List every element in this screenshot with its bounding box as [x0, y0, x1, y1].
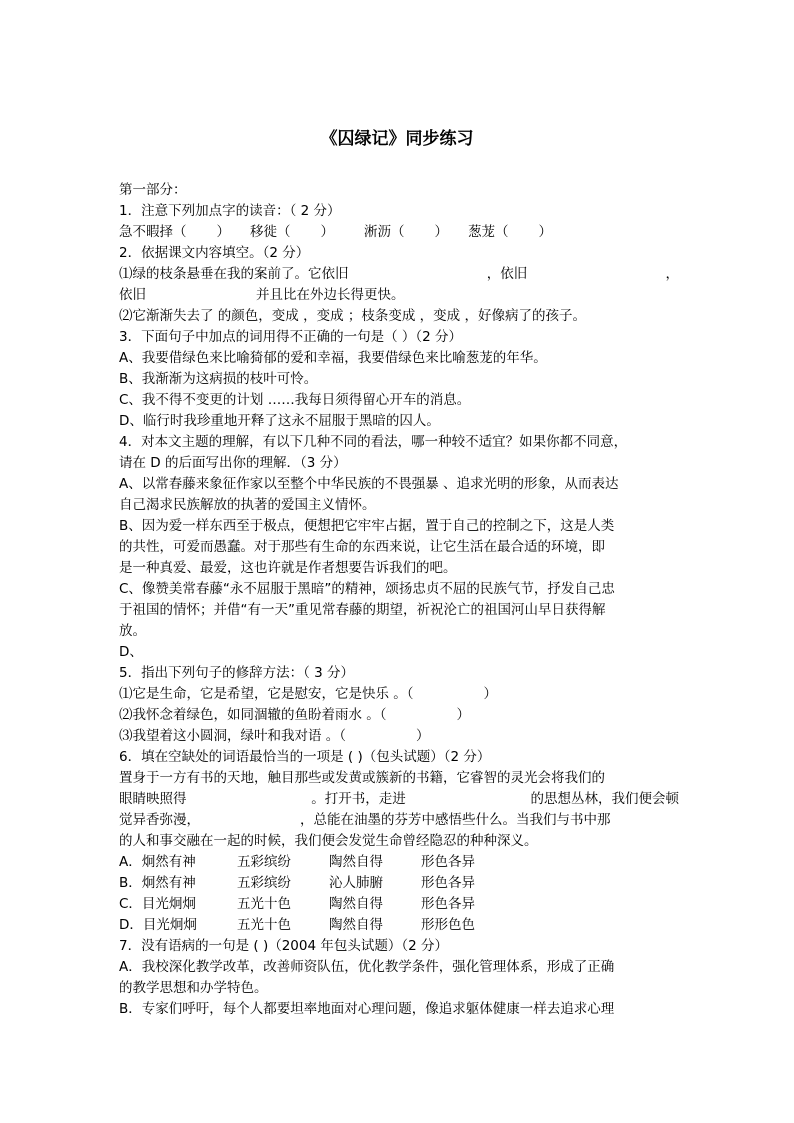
question-5-item-1: ⑴它是生命，它是希望，它是慰安，它是快乐 。（ ）	[119, 686, 498, 702]
question-2-blank-1: ⑴绿的枝条悬垂在我的案前了。它依旧 ，依旧 ，	[119, 266, 679, 282]
question-3: 3．下面句子中加点的词用得不正确的一句是（ ）（2 分）	[119, 329, 463, 345]
question-5-item-2: ⑵我怀念着绿色，如同涸辙的鱼盼着雨水 。（ ）	[119, 707, 471, 723]
question-4: 4．对本文主题的理解，有以下几种不同的看法，哪一种较不适宜？如果你都不同意，	[119, 434, 628, 450]
question-4-option-c: C、像赞美常春藤“永不屈服于黑暗”的精神，颂扬忠贞不屈的民族气节，抒发自己忠	[119, 581, 615, 597]
question-4-option-b-cont-2: 是一种真爱、最爱，这也许就是作者想要告诉我们的吧。	[119, 560, 457, 576]
question-6-option-b: B．炯然有神 五彩缤纷 沁人肺腑 形色各异	[119, 875, 475, 891]
question-4-cont: 请在 D 的后面写出你的理解．（3 分）	[119, 455, 347, 471]
question-3-option-d: D、临行时我珍重地开释了这永不屈服于黑暗的囚人。	[119, 413, 440, 429]
question-7: 7．没有语病的一句是 ( )（2004 年包头试题）（2 分）	[119, 938, 448, 954]
question-6-passage-2: 眼睛映照得 。打开书，走进 的思想丛林，我们便会顿	[119, 791, 679, 807]
question-7-option-a-cont: 的教学思想和办学特色。	[119, 980, 268, 996]
question-4-option-b: B、因为爱一样东西至于极点，便想把它牢牢占据，置于自己的控制之下，这是人类	[119, 518, 615, 534]
question-3-option-b: B、我渐渐为这病损的枝叶可怜。	[119, 371, 318, 387]
question-1-items: 急不暇择（ ） 移徙（ ） 淅沥（ ） 葱茏（ ）	[119, 224, 552, 240]
question-6-option-a: A．炯然有神 五彩缤纷 陶然自得 形色各异	[119, 854, 475, 870]
question-6-option-c: C．目光炯炯 五光十色 陶然自得 形色各异	[119, 896, 475, 912]
question-4-option-c-cont-2: 放。	[119, 623, 146, 639]
question-2: 2．依据课文内容填空。（2 分）	[119, 245, 310, 261]
document-title: 《囚绿记》同步练习	[320, 129, 474, 149]
section-heading: 第一部分：	[119, 182, 187, 198]
question-4-option-b-cont: 的共性，可爱而愚蠢。对于那些有生命的东西来说，让它生活在最合适的环境，即	[119, 539, 605, 555]
question-4-option-c-cont: 于祖国的情怀；并借“有一天”重见常春藤的期望，祈祝沦亡的祖国河山早日获得解	[119, 602, 606, 618]
question-6-passage-3: 觉异香弥漫， ，总能在油墨的芬芳中感悟些什么。当我们与书中那	[119, 812, 611, 828]
question-2-blank-1-cont: 依旧 并且比在外边长得更快。	[119, 287, 405, 303]
question-2-blank-2: ⑵它渐渐失去了 的颜色，变成 ，变成 ；枝条变成 ，变成 ，好像病了的孩子。	[119, 308, 586, 324]
question-5-item-3: ⑶我望着这小圆洞，绿叶和我对语 。（ ）	[119, 728, 430, 744]
question-4-option-a-cont: 自己渴求民族解放的执著的爱国主义情怀。	[119, 497, 376, 513]
question-3-option-a: A、我要借绿色来比喻猗郁的爱和幸福，我要借绿色来比喻葱茏的年华。	[119, 350, 547, 366]
exercise-content	[119, 180, 679, 1020]
question-6-passage-1: 置身于一方有书的天地，触目那些或发黄或簇新的书籍，它睿智的灵光会将我们的	[119, 770, 605, 786]
question-6: 6．填在空缺处的词语最恰当的一项是 ( )（包头试题）（2 分）	[119, 749, 491, 765]
question-7-option-a: A．我校深化教学改革，改善师资队伍，优化教学条件，强化管理体系，形成了正确	[119, 959, 615, 975]
question-5: 5．指出下列句子的修辞方法：（ 3 分）	[119, 665, 355, 681]
question-1: 1．注意下列加点字的读音：（ 2 分）	[119, 203, 341, 219]
question-4-option-d: D、	[119, 644, 143, 660]
question-7-option-b: B．专家们呼吁，每个人都要坦率地面对心理问题，像追求躯体健康一样去追求心理	[119, 1001, 615, 1017]
question-3-option-c: C、我不得不变更的计划 ……我每日须得留心开车的消息。	[119, 392, 471, 408]
question-4-option-a: A、以常春藤来象征作家以至整个中华民族的不畏强暴 、追求光明的形象，从而表达	[119, 476, 619, 492]
question-6-option-d: D．目光炯炯 五光十色 陶然自得 形形色色	[119, 917, 475, 933]
question-6-passage-4: 的人和事交融在一起的时候，我们便会发觉生命曾经隐忍的种种深义。	[119, 833, 538, 849]
